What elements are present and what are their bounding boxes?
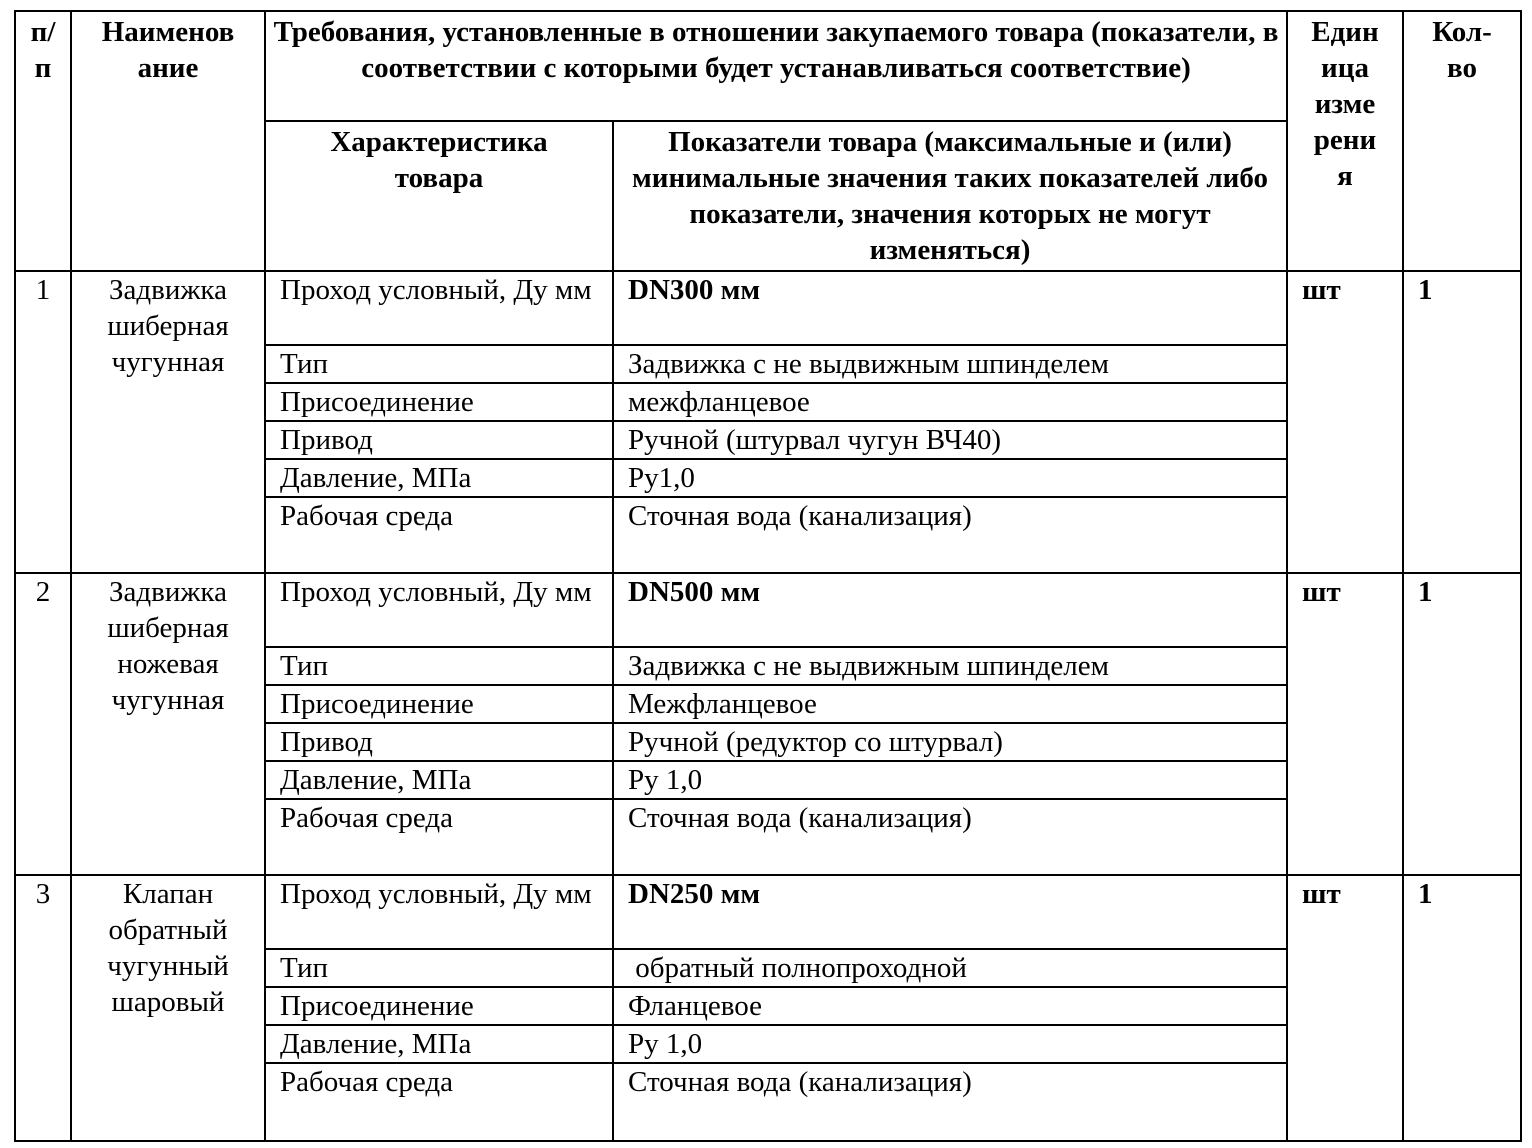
- item-unit: шт: [1287, 573, 1403, 875]
- characteristic-value: Межфланцевое: [613, 685, 1287, 723]
- characteristic-label: Привод: [265, 723, 613, 761]
- table-row: [15, 573, 1521, 647]
- item-name: Задвижка шиберная чугунная: [71, 271, 265, 573]
- item-unit: шт: [1287, 271, 1403, 573]
- characteristic-value: Ручной (штурвал чугун ВЧ40): [613, 421, 1287, 459]
- characteristic-label: Проход условный, Ду мм: [265, 271, 613, 345]
- characteristic-value: Задвижка с не выдвижным шпинделем: [613, 345, 1287, 383]
- characteristic-label: Давление, МПа: [265, 459, 613, 497]
- header-name: Наименов ание: [71, 11, 265, 271]
- characteristic-label: Рабочая среда: [265, 799, 613, 875]
- item-number: 2: [15, 573, 71, 875]
- header-qty: Кол- во: [1403, 11, 1521, 271]
- item-quantity: 1: [1403, 271, 1521, 573]
- characteristic-value: Ручной (редуктор со штурвал): [613, 723, 1287, 761]
- characteristic-value: Сточная вода (канализация): [613, 1063, 1287, 1141]
- characteristic-value: Ру1,0: [613, 459, 1287, 497]
- characteristic-label: Давление, МПа: [265, 761, 613, 799]
- item-quantity: 1: [1403, 875, 1521, 1141]
- specification-table: [14, 10, 1522, 1142]
- characteristic-value: DN300 мм: [613, 271, 1287, 345]
- characteristic-label: Давление, МПа: [265, 1025, 613, 1063]
- characteristic-value: Сточная вода (канализация): [613, 497, 1287, 573]
- header-indicators: Показатели товара (максимальные и (или) минимальные значения таких показателей либо показатели, значения которых не могут изменяться): [613, 121, 1287, 271]
- characteristic-label: Проход условный, Ду мм: [265, 875, 613, 949]
- item-quantity: 1: [1403, 573, 1521, 875]
- characteristic-label: Привод: [265, 421, 613, 459]
- characteristic-label: Рабочая среда: [265, 1063, 613, 1141]
- characteristic-value: Задвижка с не выдвижным шпинделем: [613, 647, 1287, 685]
- characteristic-value: DN500 мм: [613, 573, 1287, 647]
- header-num: п/ п: [15, 11, 71, 271]
- header-requirements: Требования, установленные в отношении закупаемого товара (показатели, в соответствии с которыми будет устанавливаться соответствие): [265, 11, 1287, 121]
- table-row: [15, 271, 1521, 345]
- characteristic-value: обратный полнопроходной: [613, 949, 1287, 987]
- table-row: [15, 875, 1521, 949]
- characteristic-label: Присоединение: [265, 685, 613, 723]
- characteristic-label: Присоединение: [265, 987, 613, 1025]
- characteristic-label: Рабочая среда: [265, 497, 613, 573]
- characteristic-label: Проход условный, Ду мм: [265, 573, 613, 647]
- characteristic-label: Тип: [265, 647, 613, 685]
- item-unit: шт: [1287, 875, 1403, 1141]
- characteristic-label: Присоединение: [265, 383, 613, 421]
- header-unit: Един ица изме рени я: [1287, 11, 1403, 271]
- characteristic-value: DN250 мм: [613, 875, 1287, 949]
- characteristic-value: Ру 1,0: [613, 1025, 1287, 1063]
- characteristic-label: Тип: [265, 345, 613, 383]
- characteristic-value: Фланцевое: [613, 987, 1287, 1025]
- item-name: Клапан обратный чугунный шаровый: [71, 875, 265, 1141]
- characteristic-value: межфланцевое: [613, 383, 1287, 421]
- characteristic-value: Ру 1,0: [613, 761, 1287, 799]
- characteristic-value: Сточная вода (канализация): [613, 799, 1287, 875]
- item-name: Задвижка шиберная ножевая чугунная: [71, 573, 265, 875]
- item-number: 3: [15, 875, 71, 1141]
- characteristic-label: Тип: [265, 949, 613, 987]
- header-characteristic: Характеристика товара: [265, 121, 613, 271]
- item-number: 1: [15, 271, 71, 573]
